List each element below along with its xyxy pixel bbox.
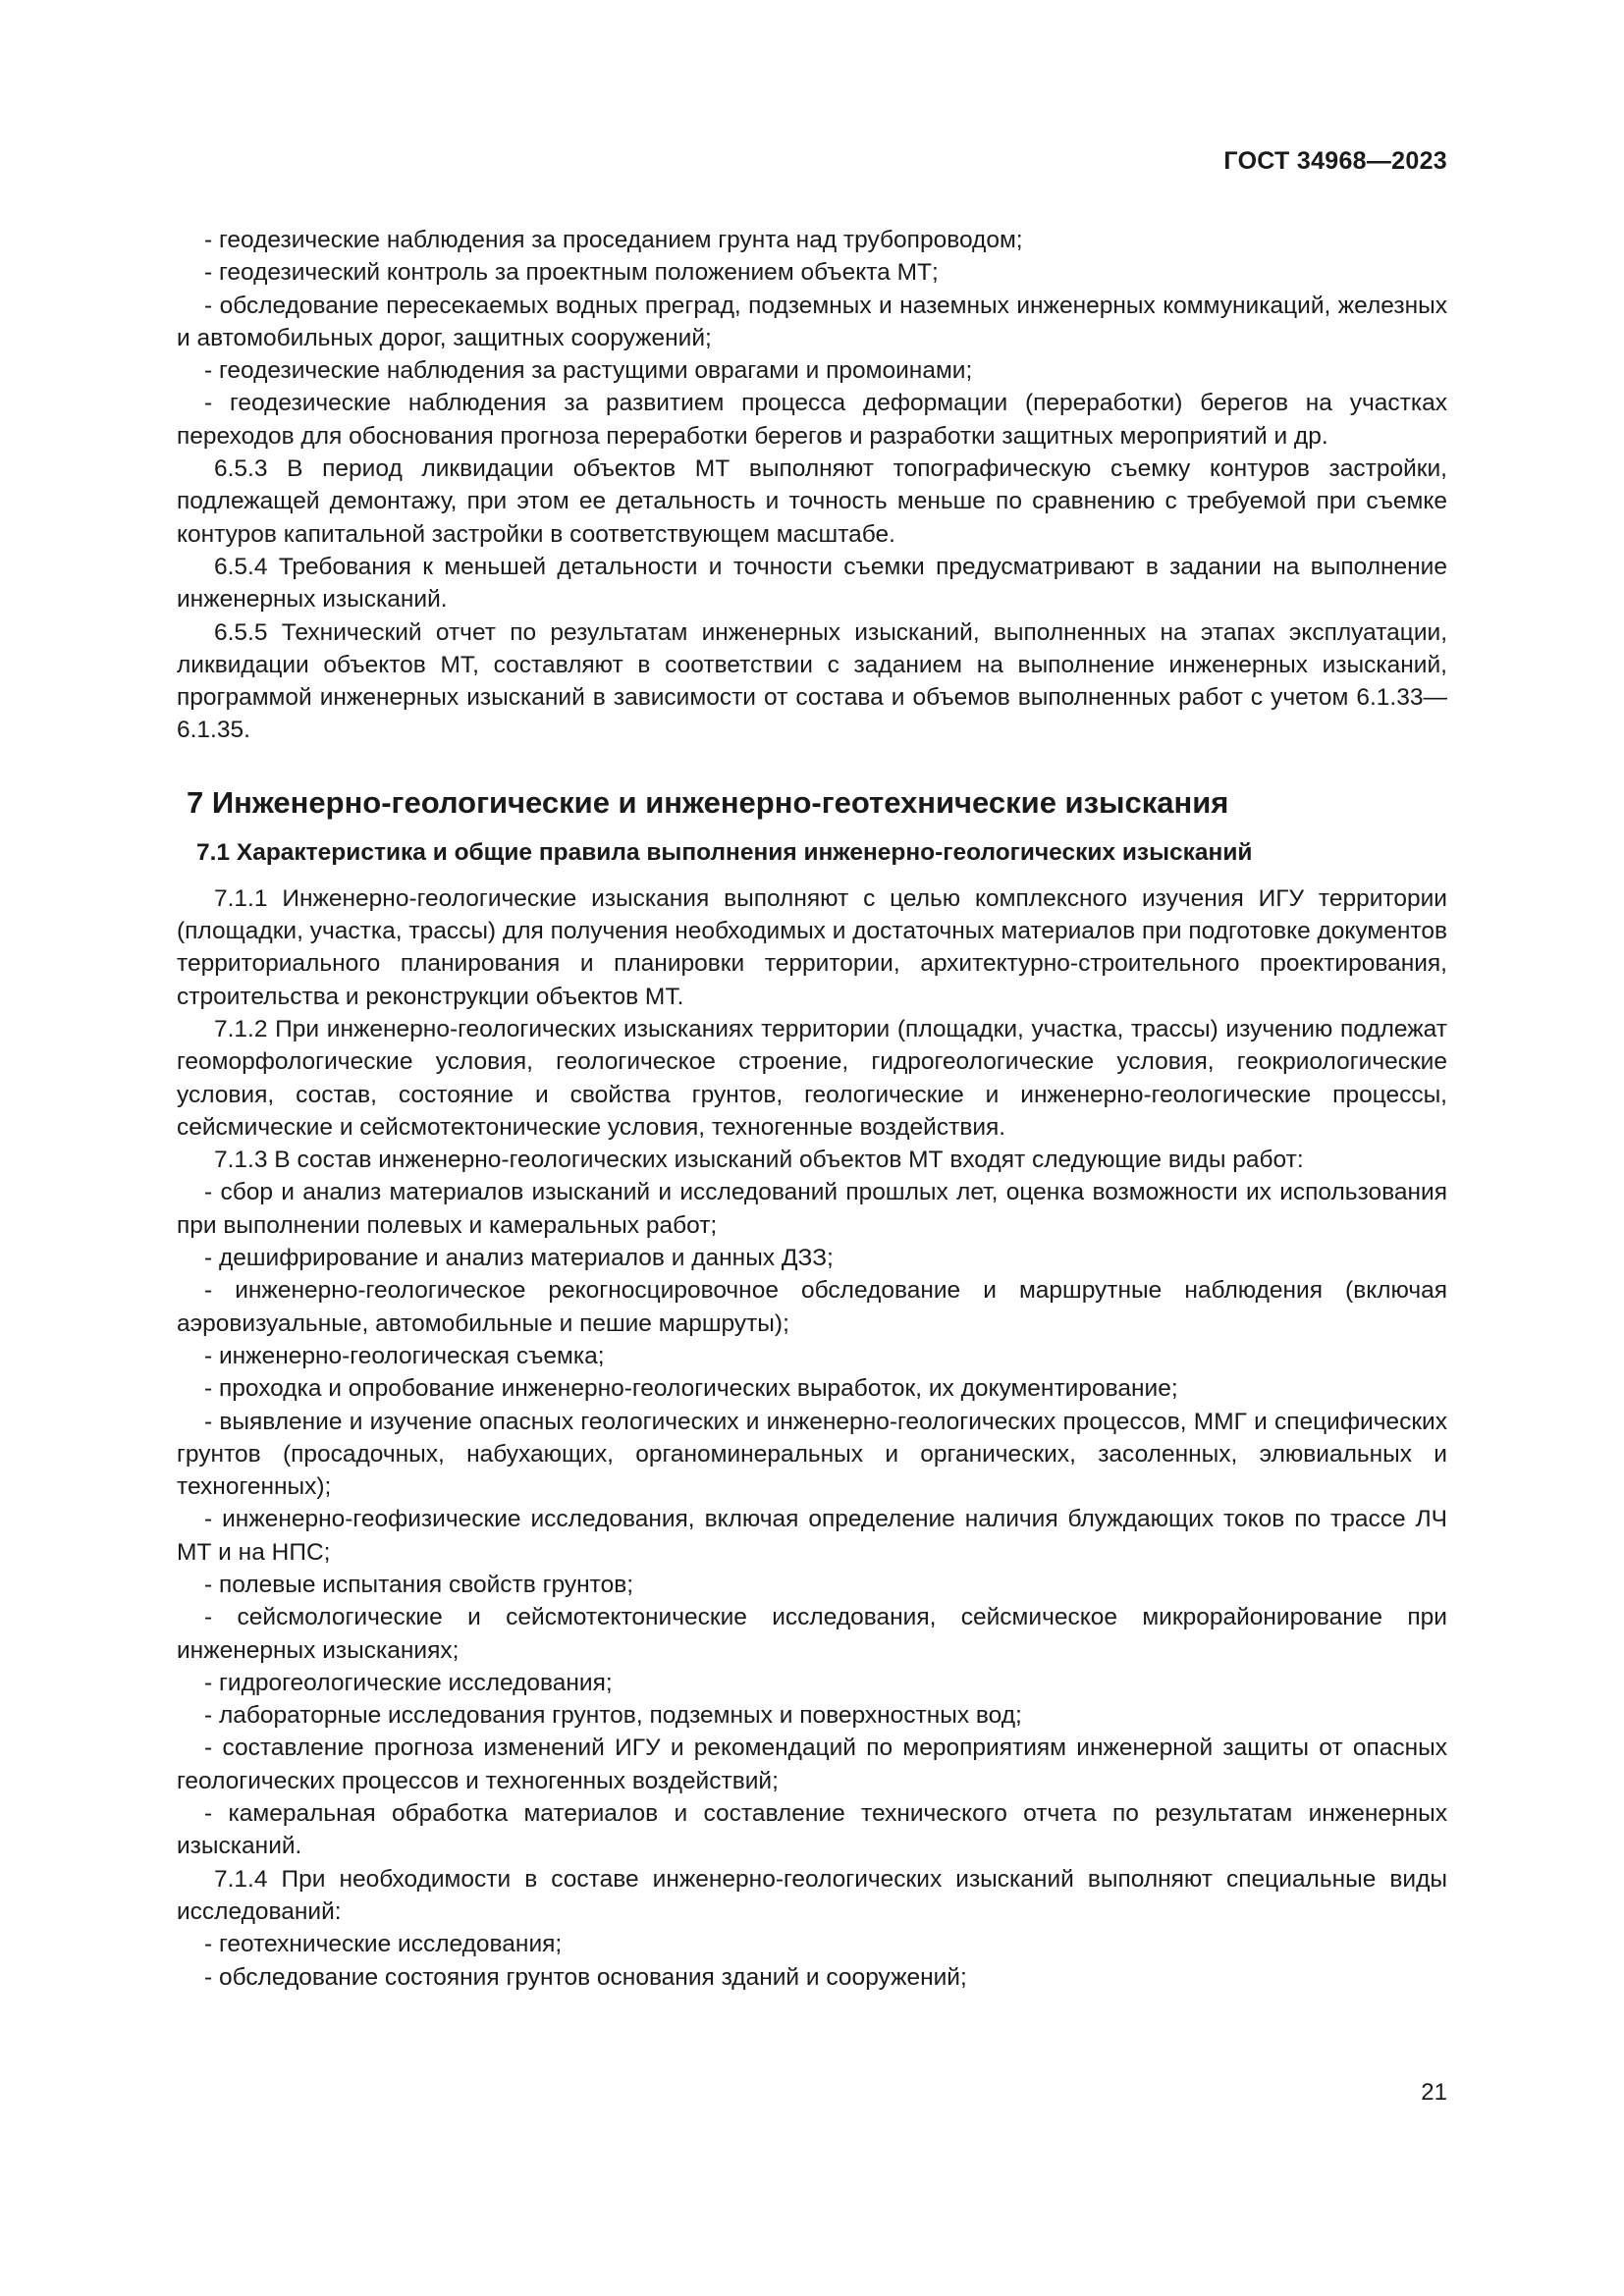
list-item: - геодезические наблюдения за растущими оврагами и промоинами; [204, 357, 973, 385]
list-item: - инженерно-геофизические исследования, включая определение наличия блуждающих токов по трассе ЛЧ МТ и на НПС; [177, 1506, 1447, 1566]
paragraph-7-1-1: 7.1.1 Инженерно-геологические изыскания выполняют с целью комплексного изучения ИГУ территории (площадки, участка, трассы) для получения необходимых и достаточных материалов при подготовке документов территориального планирования и планировки территории, архитектурно-строительного проектирования, строительства и реконструкции объектов МТ. [177, 884, 1447, 1010]
subsection-heading-7-1: 7.1 Характеристика и общие правила выполнения инженерно-геологических изысканий [196, 838, 1253, 866]
list-item: - обследование пересекаемых водных преград, подземных и наземных инженерных коммуникаций, железных и автомобильных дорог, защитных сооружений; [177, 292, 1447, 351]
list-item: - геодезический контроль за проектным положением объекта МТ; [204, 259, 939, 287]
list-item: - обследование состояния грунтов основания зданий и сооружений; [204, 1963, 967, 1991]
list-item: - геотехнические исследования; [204, 1931, 563, 1958]
document-id-header: ГОСТ 34968—2023 [1223, 147, 1447, 175]
list-item: - инженерно-геологическая съемка; [204, 1342, 605, 1369]
list-item: - инженерно-геологическое рекогносцировочное обследование и маршрутные наблюдения (включая аэровизуальные, автомобильные и пешие маршруты); [177, 1277, 1447, 1337]
paragraph-6-5-5: 6.5.5 Технический отчет по результатам инженерных изысканий, выполненных на этапах эксплуатации, ликвидации объектов МТ, составляют в соответствии с заданием на выполнение инженерных изысканий, программой инженерных изысканий в зависимости от состава и объемов выполненных работ с учетом 6.1.33—6.1.35. [177, 618, 1447, 744]
document-body [177, 224, 1447, 1994]
list-item: - выявление и изучение опасных геологических и инженерно-геологических процессов, ММГ и специфических грунтов (просадочных, набухающих, органоминеральных и органических, засоленных, элювиальных и техногенных); [177, 1408, 1447, 1501]
list-item: - сбор и анализ материалов изысканий и исследований прошлых лет, оценка возможности их использования при выполнении полевых и камеральных работ; [177, 1179, 1447, 1239]
list-item: - полевые испытания свойств грунтов; [204, 1571, 634, 1598]
list-item: - составление прогноза изменений ИГУ и рекомендаций по мероприятиям инженерной защиты от опасных геологических процессов и техногенных воздействий; [177, 1735, 1447, 1794]
section-heading-7: 7 Инженерно-геологические и инженерно-геотехнические изыскания [187, 784, 1229, 820]
paragraph-7-1-4: 7.1.4 При необходимости в составе инженерно-геологических изысканий выполняют специальные виды исследований: [177, 1865, 1447, 1925]
paragraph-7-1-2: 7.1.2 При инженерно-геологических изысканиях территории (площадки, участка, трассы) изучению подлежат геоморфологические условия, геологическое строение, гидрогеологические условия, геокриологические условия, состав, состояние и свойства грунтов, геологические и инженерно-геологические процессы, сейсмические и сейсмотектонические условия, техногенные воздействия. [177, 1015, 1447, 1141]
list-item: - дешифрирование и анализ материалов и данных ДЗЗ; [204, 1245, 834, 1272]
list-item: - камеральная обработка материалов и составление технического отчета по результатам инженерных изысканий. [177, 1800, 1447, 1860]
page-number: 21 [1421, 2079, 1447, 2106]
list-item: - геодезические наблюдения за развитием процесса деформации (переработки) берегов на участках переходов для обоснования прогноза переработки берегов и разработки защитных мероприятий и др. [177, 390, 1447, 450]
list-item: - лабораторные исследования грунтов, подземных и поверхностных вод; [204, 1702, 1022, 1730]
list-item: - геодезические наблюдения за проседанием грунта над трубопроводом; [204, 227, 1023, 253]
paragraph-6-5-3: 6.5.3 В период ликвидации объектов МТ выполняют топографическую съемку контуров застройки, подлежащей демонтажу, при этом ее детальность и точность меньше по сравнению с требуемой при съемке контуров капитальной застройки в соответствующем масштабе. [177, 455, 1447, 548]
list-item: - гидрогеологические исследования; [204, 1669, 613, 1696]
paragraph-7-1-3: 7.1.3 В состав инженерно-геологических изысканий объектов МТ входят следующие виды работ: [214, 1147, 1304, 1174]
paragraph-6-5-4: 6.5.4 Требования к меньшей детальности и точности съемки предусматривают в задании на выполнение инженерных изысканий. [177, 553, 1447, 614]
list-item: - проходка и опробование инженерно-геологических выработок, их документирование; [204, 1375, 1178, 1403]
list-item: - сейсмологические и сейсмотектонические исследования, сейсмическое микрорайонирование при инженерных изысканиях; [177, 1604, 1447, 1664]
